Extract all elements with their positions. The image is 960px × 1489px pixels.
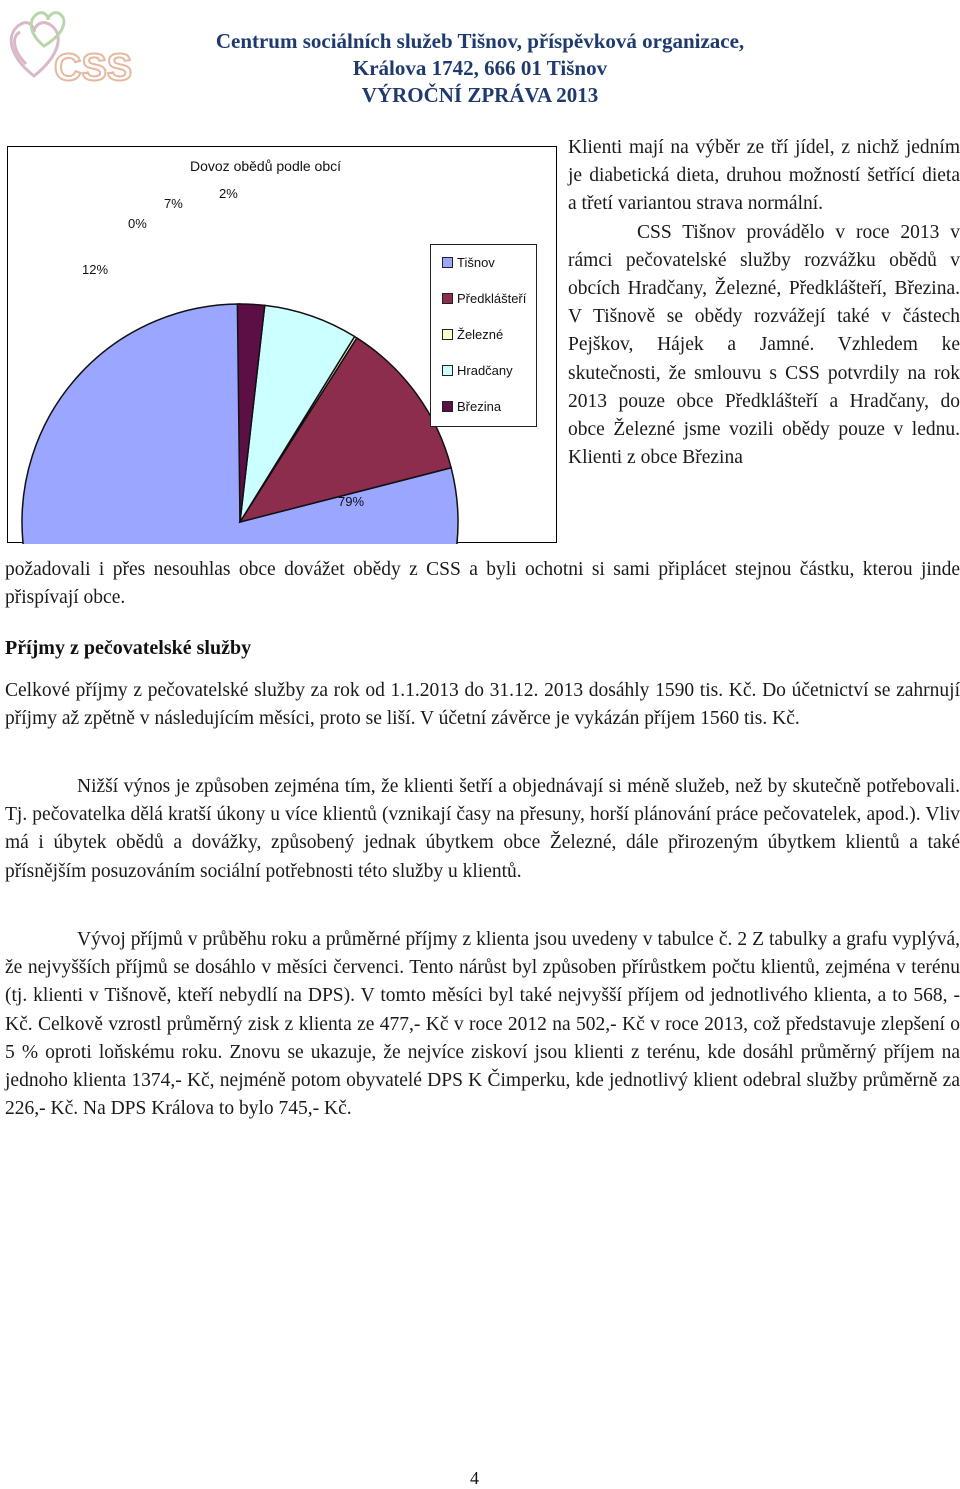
paragraph-delivery-start: CSS Tišnov provádělo v roce 2013 v rámci pečovatelské služby rozvážku obědů v obcích Hradčany, Železné, Předklášteří, Březina. V Tišnově se obědy rozvážejí také v částech Pejškov, Hájek a Jamné. Vzhledem ke skutečnosti, že smlouvu s CSS potvrdily na rok 2013 pouze obce Předklášteří a Hradčany, do obce Železné jsme vozili obědy pouze v lednu. Klienti z obce Březina: [568, 221, 960, 469]
legend-swatch: [442, 329, 453, 340]
legend-item-hradcany: [442, 363, 513, 378]
css-logo: [4, 6, 134, 90]
pie-label-predklasteri: 12%: [82, 262, 109, 277]
heart-logo-icon: [4, 6, 134, 90]
header-line-report-title: VÝROČNÍ ZPRÁVA 2013: [361, 83, 599, 107]
legend-label: Tišnov: [457, 255, 495, 270]
legend-item-zelezne: [442, 327, 503, 342]
legend-swatch: [442, 365, 453, 376]
legend-label: Předklášteří: [457, 291, 527, 306]
legend-swatch: [442, 293, 453, 304]
legend-item-predklasteri: [442, 291, 526, 306]
chart-title: Dovoz obědů podle obcí: [190, 158, 341, 174]
header-line-organization: Centrum sociálních služeb Tišnov, příspěvková organizace,: [215, 29, 745, 53]
legend-item-brezina: [442, 399, 501, 414]
header-line-address: Králova 1742, 666 01 Tišnov: [352, 56, 608, 80]
paragraph-lower-revenue: Nižší výnos je způsoben zejména tím, že klienti šetří a objednávají si méně služeb, než by skutečně potřebovali. Tj. pečovatelka dělá kratší úkony u více klientů (vznikají časy na přesuny, horší plánování práce pečovatelek, apod.). Vliv má i úbytek obědů a dovážky, způsobený jednak úbytkem obce Železné, dále přirozeným úbytkem klientů a také přísnějším posuzováním sociální potřebnosti této služby u klientů.: [5, 776, 960, 882]
paragraph-total-income: Celkové příjmy z pečovatelské služby za rok od 1.1.2013 do 31.12. 2013 dosáhly 1590 tis. Kč. Do účetnictví se zahrnují příjmy až zpětně v následujícím měsíci, proto se liší. V účetní závěrce je vykázán příjem 1560 tis. Kč.: [5, 680, 960, 730]
paragraph-income-development: Vývoj příjmů v průběhu roku a průměrné příjmy z klienta jsou uvedeny v tabulce č. 2 Z tabulky a grafu vyplývá, že nejvyšších příjmů se dosáhlo v měsíci červenci. Tento nárůst byl způsoben přírůstkem počtu klientů, zejména v terénu (tj. klienti v Tišnově, kteří nebydlí na DPS). V tomto měsíci byl také nejvyšší příjem od jednotlivého klienta, a to 568, - Kč. Celkově vzrostl průměrný zisk z klienta ze 477,- Kč v roce 2012 na 502,- Kč v roce 2013, což představuje zlepšení o 5 % oproti loňskému roku. Znovu se ukazuje, že nejvíce ziskoví jsou klienti z terénu, kde dosáhl průměrný příjem na jednoho klienta 1374,- Kč, nejméně potom obyvatelé DPS K Čimperku, kde jednotlivý klient odebral služby průměrně za 226,- Kč. Na DPS Králova to bylo 745,- Kč.: [5, 929, 960, 1120]
pie-label-brezina: 2%: [219, 186, 238, 201]
pie-label-zelezne: 0%: [128, 216, 147, 231]
section-heading: Příjmy z pečovatelské služby: [5, 637, 252, 659]
page-number: 4: [470, 1468, 479, 1488]
chart-legend: [430, 244, 537, 427]
legend-item-tisnov: [442, 255, 495, 270]
pie-label-hradcany: 7%: [164, 196, 183, 211]
right-column-text: [568, 134, 960, 472]
legend-swatch: [442, 401, 453, 412]
logo-text: CSS: [54, 47, 133, 89]
legend-label: Březina: [457, 399, 502, 414]
legend-swatch: [442, 257, 453, 268]
paragraph-delivery-continuation: požadovali i přes nesouhlas obce dovážet obědy z CSS a byli ochotni si sami připlácet stejnou částku, kterou jinde přispívají obce.: [5, 559, 960, 609]
legend-label: Železné: [457, 327, 504, 342]
document-header: [140, 28, 820, 109]
pie-label-tisnov: 79%: [338, 494, 365, 509]
legend-label: Hradčany: [457, 363, 513, 378]
paragraph-meal-options: Klienti mají na výběr ze tří jídel, z nichž jedním je diabetická dieta, druhou možností šetřící dieta a třetí variantou strava normální.: [568, 137, 960, 215]
